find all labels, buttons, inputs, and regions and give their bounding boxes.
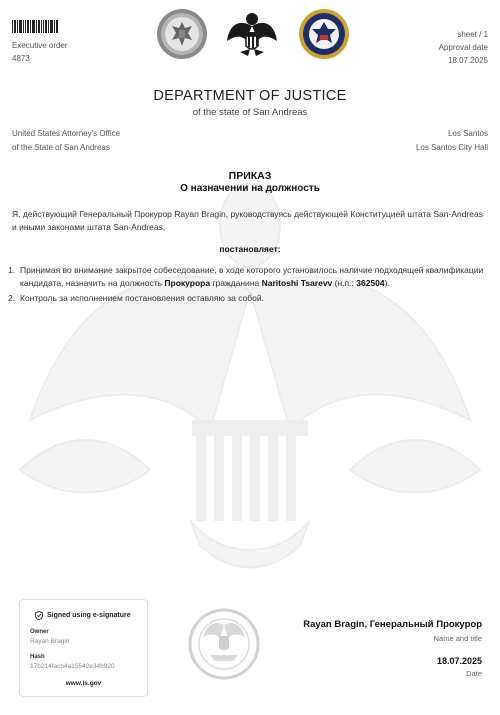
office-location: Los Santos City Hall xyxy=(415,143,488,152)
appointee-name: Naritoshi Tsarevv xyxy=(261,277,333,288)
office-name: United States Attorney's Office xyxy=(12,129,121,138)
order-item-text: Контроль за исполнением постановления оставляю за собой. xyxy=(20,293,264,303)
department-title: DEPARTMENT OF JUSTICE xyxy=(153,88,347,104)
barcode-icon xyxy=(12,20,68,33)
order-title: ПРИКАЗ xyxy=(228,170,272,182)
order-subtitle: О назначении на должность xyxy=(180,183,320,194)
office-state: of the State of San Andreas xyxy=(12,143,110,152)
order-item-number: 1. xyxy=(8,265,16,275)
hash-value: 17b214facb4a15542e34b920 xyxy=(30,663,115,670)
order-item xyxy=(8,292,486,305)
sheet-indicator: sheet / 1 xyxy=(457,30,488,39)
e-signature-header xyxy=(35,611,131,620)
hash-label: Hash xyxy=(30,654,45,660)
order-items-list xyxy=(8,264,486,308)
signer-caption: Name and title xyxy=(433,634,482,643)
department-subtitle: of the state of San Andreas xyxy=(192,107,308,118)
office-address-left xyxy=(12,127,120,155)
order-header-left xyxy=(12,20,68,65)
approval-date-label: Approval date xyxy=(438,43,488,52)
document-number: 4873 xyxy=(12,54,30,63)
shield-check-icon xyxy=(35,611,43,620)
order-item xyxy=(8,264,486,289)
document-type: Executive order xyxy=(12,41,68,50)
order-item-text: Принимая во внимание закрытое собеседование, в ходе которого установилось наличие подходящей квалификации кандидата, назначить на должность Прокурора гражданина Naritoshi Tsarevv (н.п.: 362504). xyxy=(20,265,484,288)
passport-number: 362504 xyxy=(356,277,385,288)
order-intro-paragraph: Я, действующий Генеральный Прокурор Rayan Bragin, руководствуясь действующей Конституцией штата San-Andreas и иными законами штата San-Andreas, xyxy=(12,209,483,232)
owner-label: Owner xyxy=(30,629,49,635)
eagle-emblem-icon xyxy=(224,8,280,64)
office-address-right xyxy=(416,127,488,155)
signer-name-title: Rayan Bragin, Генеральный Прокурор xyxy=(303,619,482,630)
signature-date: 18.07.2025 xyxy=(436,656,482,666)
owner-value: Rayan Bragin xyxy=(30,638,70,645)
signature-date-caption: Date xyxy=(466,669,482,678)
e-signature-card xyxy=(19,599,148,697)
approval-date: 18.07.2025 xyxy=(447,56,488,65)
office-city: Los Santos xyxy=(447,129,488,138)
order-header-right xyxy=(439,28,488,67)
department-of-justice-seal-icon xyxy=(298,8,350,60)
great-seal-gray-icon xyxy=(156,8,208,60)
appointed-position: Прокурора xyxy=(164,277,211,288)
department-stamp-icon xyxy=(188,608,260,680)
e-signature-title: Signed using e-signature xyxy=(47,612,131,619)
decree-heading: постановляет: xyxy=(219,244,281,254)
order-item-number: 2. xyxy=(8,293,16,303)
verification-link[interactable]: www.ls.gov xyxy=(65,680,102,687)
